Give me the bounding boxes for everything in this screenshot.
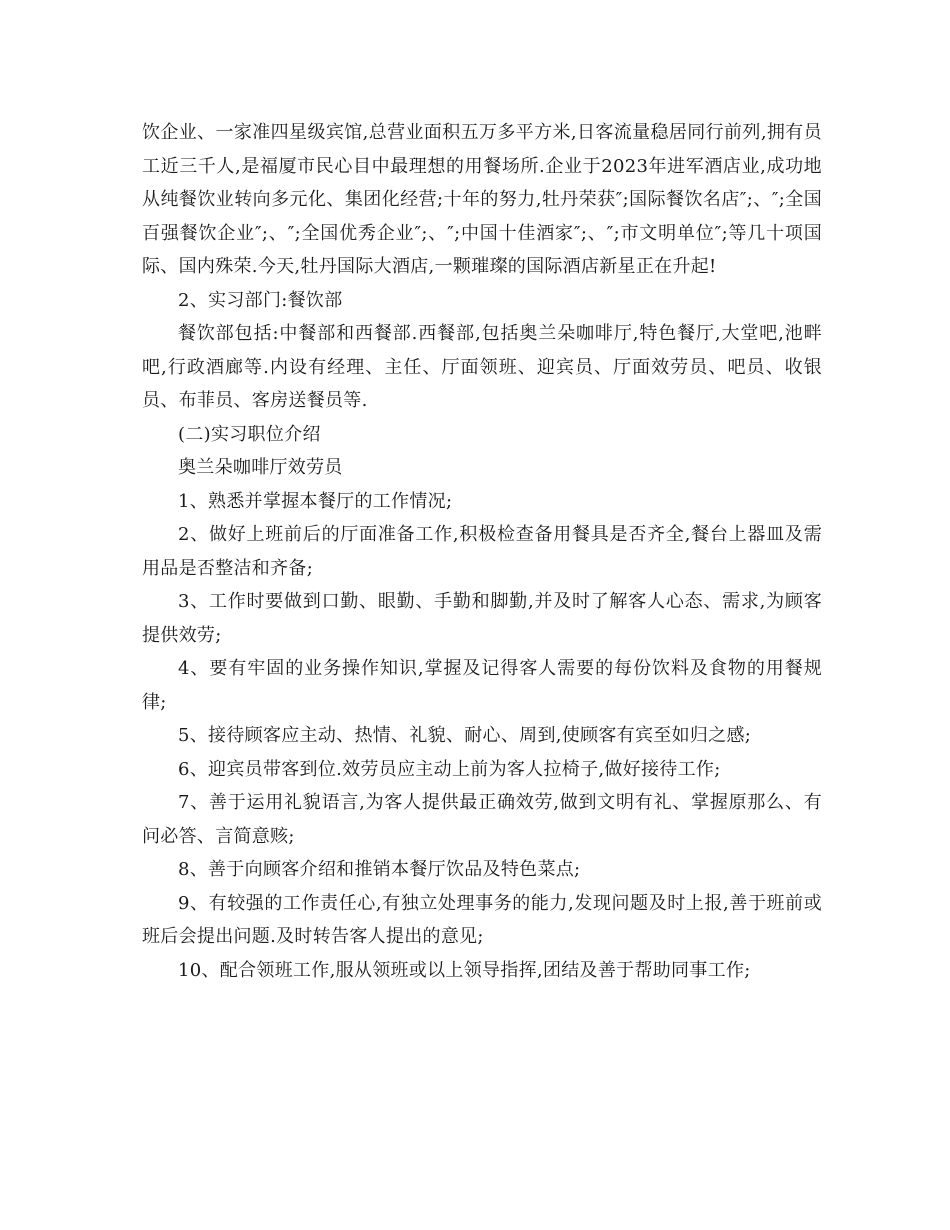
paragraph-company-intro: 饮企业、一家准四星级宾馆,总营业面积五万多平方米,日客流量稳居同行前列,拥有员工近三千人,是福厦市民心目中最理想的用餐场所.企业于2023年进军酒店业,成功地从纯餐饮业转向多元化、集团化经营;十年的努力,牡丹荣获″;国际餐饮名店″;、″;全国百强餐饮企业″;、″;全国优秀企业″;、″;中国十佳酒家″;、″;市文明单位″;等几十项国际、国内殊荣.今天,牡丹国际大酒店,一颗璀璨的国际酒店新星正在升起!: [142, 122, 822, 277]
duty-item-9: 9、有较强的工作责任心,有独立处理事务的能力,发现问题及时上报,善于班前或班后会提出问题.及时转告客人提出的意见;: [142, 892, 822, 947]
duty-item-10: 10、配合领班工作,服从领班或以上领导指挥,团结及善于帮助同事工作;: [178, 959, 751, 981]
section-heading-position-intro: (二)实习职位介绍: [178, 423, 321, 445]
document-body: [142, 116, 822, 987]
duty-item-8: 8、善于向顾客介绍和推销本餐厅饮品及特色菜点;: [178, 859, 581, 880]
duty-item-4: 4、要有牢固的业务操作知识,掌握及记得客人需要的每份饮料及食物的用餐规律;: [142, 658, 822, 713]
duty-item-6: 6、迎宾员带客到位.效劳员应主动上前为客人拉椅子,做好接待工作;: [178, 758, 721, 780]
duty-item-5: 5、接待顾客应主动、热情、礼貌、耐心、周到,使顾客有宾至如归之感;: [178, 725, 752, 746]
duty-item-7: 7、善于运用礼貌语言,为客人提供最正确效劳,做到文明有礼、掌握原那么、有问必答、言简意赅;: [142, 792, 822, 847]
duty-item-3: 3、工作时要做到口勤、眼勤、手勤和脚勤,并及时了解客人心态、需求,为顾客提供效劳;: [142, 591, 822, 646]
paragraph-internship-department: 2、实习部门:餐饮部: [178, 289, 343, 311]
duty-item-2: 2、做好上班前后的厅面准备工作,积极检查备用餐具是否齐全,餐台上器皿及需用品是否整洁和齐备;: [142, 524, 822, 579]
paragraph-department-description: 餐饮部包括:中餐部和西餐部.西餐部,包括奥兰朵咖啡厅,特色餐厅,大堂吧,池畔吧,行政酒廊等.内设有经理、主任、厅面领班、迎宾员、厅面效劳员、吧员、收银员、布菲员、客房送餐员等.: [142, 323, 822, 411]
duty-item-1: 1、熟悉并掌握本餐厅的工作情况;: [178, 490, 453, 512]
subheading-cafe-server: 奥兰朵咖啡厅效劳员: [178, 457, 343, 478]
